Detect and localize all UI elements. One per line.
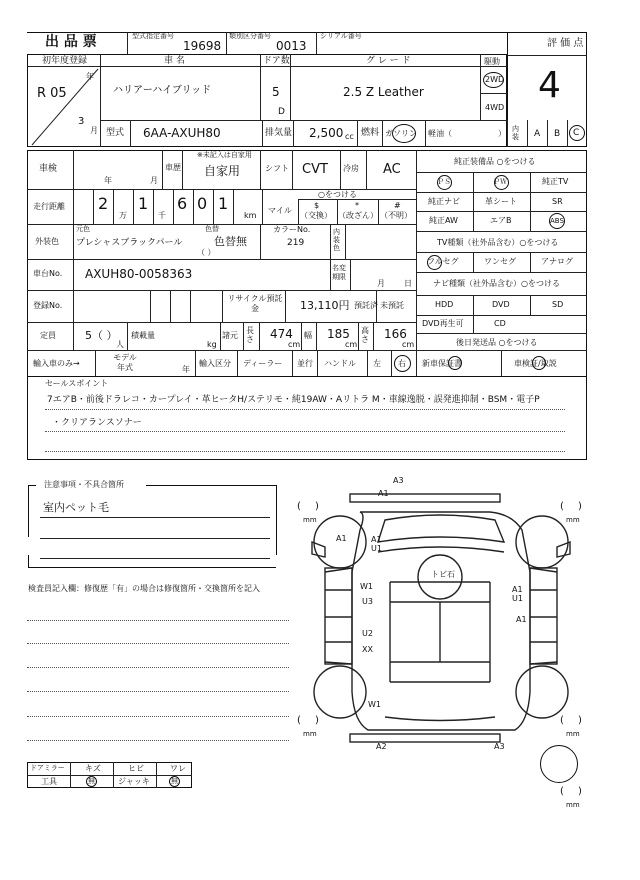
dmg-a1-wl: A1 (371, 535, 382, 544)
later-warranty: 新車保証書 (422, 359, 462, 368)
mm-paren-fr: ( (560, 501, 564, 512)
history-label: 車歴 (165, 163, 181, 172)
repaint-value: 色替無 (214, 235, 247, 248)
expiry-day: 日 (404, 279, 412, 288)
tv-fullseg: フルセグ (427, 257, 459, 266)
equip-pw: ＰＷ (493, 178, 507, 186)
serial-label: シリアル番号 (320, 32, 362, 40)
mm-fr: mm (566, 516, 580, 524)
height-unit: cm (402, 340, 415, 349)
reg-label: 登録No. (33, 301, 63, 310)
dmg-chip: トビ石 (431, 570, 455, 579)
mileage-digit-5: 1 (218, 194, 229, 213)
cooling-value: AC (383, 162, 401, 177)
notes-line-1: 室内ペット毛 (43, 501, 109, 514)
grade-label: グ レ ー ド (366, 56, 411, 66)
dmg-w1-rl: W1 (360, 582, 373, 591)
dmg-a1-fl: A1 (336, 534, 347, 543)
later-title: 後日発送品 ○をつける (456, 338, 538, 347)
score-label: 評 価 点 (547, 38, 584, 49)
drive-label: 駆動 (484, 57, 500, 66)
length-unit: cm (288, 340, 301, 349)
dmg-w1-rear: W1 (368, 700, 381, 709)
dmg-a1-r: A1 (512, 585, 523, 594)
mileage-unit-man: 万 (119, 211, 127, 220)
mm-spare: mm (566, 801, 580, 809)
dmg-xx: XX (362, 645, 373, 654)
original-color: プレシャスブラックパール (76, 238, 183, 248)
model-desig-label: 型式指定番号 (132, 32, 174, 40)
dmg-a1-r2: A1 (516, 615, 527, 624)
recycle-amount: 13,110円 (300, 299, 350, 312)
handle-right: 右 (398, 359, 406, 368)
grade-value: 2.5 Z Leather (343, 85, 424, 99)
import-dealer: ディーラー (243, 359, 283, 368)
equipment-title: 純正装備品 ○をつける (454, 157, 536, 166)
tools-value: 無 (88, 777, 95, 785)
color-code: 219 (287, 238, 305, 248)
altered-label: （改ざん） (338, 211, 378, 220)
equip-leather: 革シート (485, 197, 517, 206)
class-number: 0013 (276, 39, 307, 53)
mm-paren-spare: ( (560, 786, 564, 797)
drive-4wd: 4WD (485, 103, 505, 112)
vin-value: AXUH80-0058363 (85, 267, 193, 281)
tv-oneseg: ワンセグ (484, 257, 516, 266)
plate-expiry-label: 名変期限 (332, 264, 346, 281)
altered-symbol: * (355, 201, 359, 210)
first-reg-era: R 05 (37, 86, 67, 101)
door-mirror-label: ドアミラー (30, 764, 65, 772)
recycle-done: 預託済 (354, 301, 378, 310)
height-label: 高さ (361, 326, 369, 344)
navi-hdd: HDD (435, 300, 454, 309)
mm-paren-spare-r: ) (578, 786, 582, 797)
repaint-label: 色替 (205, 225, 219, 233)
scratch-label: キズ (85, 764, 101, 773)
capacity-unit: 人 (116, 340, 124, 349)
sales-label: セールスポイント (45, 379, 109, 388)
form-title: 出 品 票 (45, 34, 97, 50)
mm-paren-rl: ( (297, 715, 301, 726)
inspection-label: 車検 (39, 164, 58, 174)
interior-color-label: 内装色 (333, 228, 340, 252)
handle-left: 左 (373, 359, 381, 368)
dmg-a2: A2 (376, 742, 387, 751)
crack-label: ヒビ (128, 764, 144, 773)
drive-2wd: 2WD (485, 75, 505, 84)
door-type: D (278, 107, 285, 117)
equip-abs: ABS (550, 217, 564, 225)
fuel-gasoline: ガソリン (385, 129, 417, 138)
navi-dvd: DVD (492, 300, 510, 309)
mileage-label: 走行距離 (33, 202, 65, 211)
spare-tire-icon (540, 745, 578, 783)
first-reg-label: 初年度登録 (42, 56, 88, 66)
navi-sd: SD (552, 300, 564, 309)
equip-navi: 純正ナビ (428, 197, 460, 206)
dmg-a3-rear: A3 (494, 742, 505, 751)
mm-paren-fr-r: ) (578, 501, 582, 512)
import-label: 輸入車のみ→ (33, 359, 80, 368)
jack-label: ジャッキ (118, 777, 150, 786)
shift-label: シフト (265, 164, 289, 173)
mm-rl: mm (303, 730, 317, 738)
sales-line-2: ・クリアランスソナー (52, 418, 142, 428)
inspector-label: 検査員記入欄：修復歴「有」の場合は修復箇所・交換箇所を記入 (28, 584, 260, 593)
jack-value: 無 (171, 777, 178, 785)
height-value: 166 (384, 327, 407, 341)
recycle-label: リサイクル預託金 (227, 294, 283, 313)
model-type-label: 型式 (106, 128, 125, 138)
mm-paren-rl-r: ) (315, 715, 319, 726)
width-unit: cm (345, 340, 358, 349)
interior-label: 内装 (512, 125, 519, 141)
length-value: 474 (270, 327, 293, 341)
navi-cd: CD (494, 319, 506, 328)
recycle-not: 未預託 (380, 301, 404, 310)
dmg-u2: U2 (362, 629, 373, 638)
notes-label: 注意事項・不具合箇所 (41, 481, 127, 489)
fuel-diesel: 軽油（ (428, 129, 452, 138)
mm-rr: mm (566, 730, 580, 738)
equip-airbag: エアB (490, 216, 512, 225)
history-value: 自家用 (204, 164, 241, 178)
displacement-unit: cc (345, 132, 354, 141)
mileage-digit-2: 1 (138, 194, 149, 213)
color-code-label: カラーNo. (273, 225, 311, 234)
dmg-u1-r: U1 (512, 594, 523, 603)
tools-label: 工具 (41, 777, 57, 786)
unknown-symbol: # (394, 201, 401, 210)
interior-b: B (554, 129, 561, 139)
mileage-unit-km: km (244, 211, 257, 220)
fuel-close: ） (498, 129, 506, 138)
model-type: 6AA-AXUH80 (143, 126, 221, 140)
first-reg-month: 3 (78, 116, 85, 127)
interior-c: C (573, 128, 580, 138)
month-unit: 月 (90, 126, 98, 135)
equip-ps: ＰＳ (437, 178, 451, 186)
class-label: 類別区分番号 (229, 32, 271, 40)
capacity-label: 定員 (40, 331, 56, 340)
mileage-digit-1: 2 (98, 194, 109, 213)
model-year-unit: 年 (182, 365, 190, 374)
dmg-u1-wl: U1 (371, 544, 382, 553)
dmg-u3: U3 (362, 597, 373, 606)
inspection-year-unit: 年 (104, 176, 112, 185)
mm-paren-fl: ( (297, 501, 301, 512)
equip-tv: 純正TV (542, 177, 569, 186)
import-parallel: 並行 (297, 359, 313, 368)
door-count: 5 (272, 85, 280, 99)
exchange-label: （交換） (300, 211, 332, 220)
load-label: 積載量 (131, 331, 155, 340)
interior-a: A (534, 129, 541, 139)
capacity-value: 5（ ） (85, 329, 118, 342)
mileage-digit-3: 6 (177, 194, 188, 213)
mile-label: マイル (268, 206, 292, 215)
dmg-a1-front: A1 (378, 489, 389, 498)
exterior-color-label: 外装色 (35, 237, 59, 246)
model-desig-number: 19698 (183, 39, 222, 53)
equip-sr: SR (552, 197, 563, 206)
dmg-a3-top: A3 (393, 476, 404, 485)
mark-note: ○をつける (318, 190, 357, 199)
displacement: 2,500 (309, 126, 344, 140)
dimensions-label: 諸元 (222, 331, 238, 340)
tv-analog: アナログ (541, 257, 573, 266)
navi-title: ナビ種類（社外品含む）○をつける (433, 279, 560, 288)
mileage-unit-sen: 千 (158, 211, 166, 220)
cooling-label: 冷房 (343, 164, 359, 173)
sales-line-1: 7エアB・前後ドラレコ・カープレイ・革ヒータH/ステリモ・純19AW・Aリトラ M・車線逸脱・誤発進抑制・BSM・電子P (47, 395, 540, 405)
mileage-digit-4: 0 (197, 194, 208, 213)
unknown-label: （不明） (380, 211, 412, 220)
equip-aw: 純正AW (429, 216, 458, 225)
mm-paren-rr: ( (560, 715, 564, 726)
year-unit: 年 (86, 72, 94, 81)
car-damage-diagram (290, 472, 590, 772)
width-value: 185 (327, 327, 350, 341)
repaint-paren: （ ） (197, 248, 216, 257)
doors-label: ドア数 (263, 56, 290, 66)
handle-label: ハンドル (324, 359, 356, 368)
tv-title: TV種類（社外品含む）○をつける (437, 238, 559, 247)
vin-label: 車台No. (33, 269, 63, 278)
car-name-label: 車 名 (164, 56, 185, 66)
split-label: ワレ (170, 764, 186, 773)
inspection-month-unit: 月 (150, 176, 158, 185)
original-color-label: 元色 (76, 225, 90, 233)
expiry-month: 月 (377, 279, 385, 288)
navi-dvd-play: DVD再生可 (422, 319, 464, 328)
fuel-label: 燃料 (361, 128, 380, 138)
load-unit: kg (207, 340, 217, 349)
import-category-label: 輸入区分 (199, 359, 231, 368)
model-year-label: モデル年式 (113, 353, 137, 372)
mm-fl: mm (303, 516, 317, 524)
car-name: ハリアーハイブリッド (113, 85, 212, 96)
shift-value: CVT (302, 162, 328, 177)
history-note: ※未記入は自家用 (197, 151, 252, 159)
width-label: 幅 (304, 331, 312, 340)
score-value: 4 (538, 65, 561, 106)
mm-paren-rr-r: ) (578, 715, 582, 726)
displacement-label: 排気量 (265, 128, 293, 138)
exchange-symbol: $ (314, 201, 320, 210)
length-label: 長さ (246, 326, 254, 344)
mm-paren-fl-r: ) (315, 501, 319, 512)
later-record: 車検証/取説 (514, 359, 557, 368)
